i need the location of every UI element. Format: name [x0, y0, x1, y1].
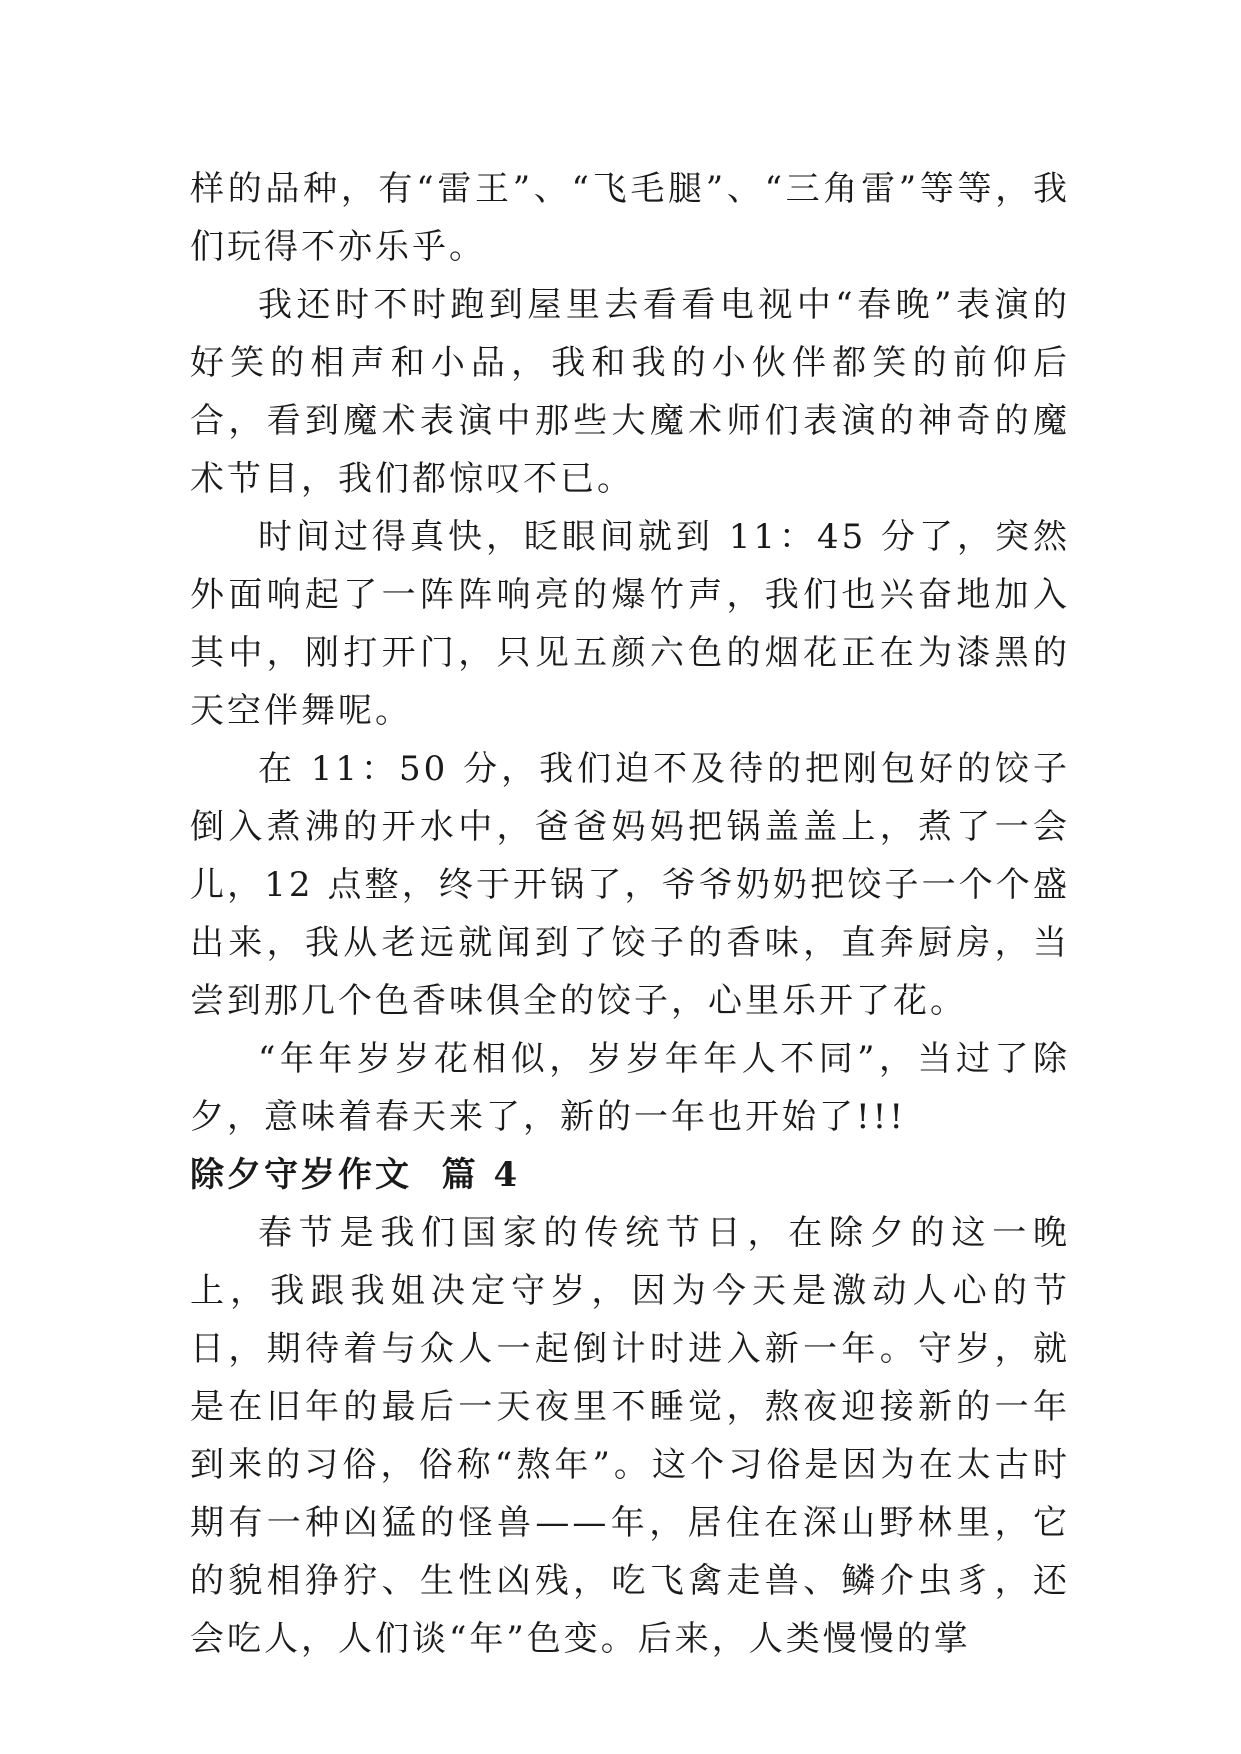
paragraph-3: 时间过得真快，眨眼间就到 11：45 分了，突然外面响起了一阵阵响亮的爆竹声，我们也兴奋地加入其中，刚打开门，只见五颜六色的烟花正在为漆黑的天空伴舞呢。: [190, 517, 1070, 731]
section-heading: 除夕守岁作文 篇 4: [190, 1155, 521, 1195]
paragraph-1: 样的品种，有“雷王”、“飞毛腿”、“三角雷”等等，我们玩得不亦乐乎。: [190, 169, 1070, 267]
paragraph-2: 我还时不时跑到屋里去看看电视中“春晚”表演的好笑的相声和小品，我和我的小伙伴都笑的前仰后合，看到魔术表演中那些大魔术师们表演的神奇的魔术节目，我们都惊叹不已。: [190, 285, 1070, 499]
paragraph-5: “年年岁岁花相似，岁岁年年人不同”，当过了除夕，意味着春天来了，新的一年也开始了!!!: [190, 1039, 1070, 1137]
document-page: [190, 160, 1070, 1668]
paragraph-4: 在 11：50 分，我们迫不及待的把刚包好的饺子倒入煮沸的开水中，爸爸妈妈把锅盖盖上，煮了一会儿，12 点整，终于开锅了，爷爷奶奶把饺子一个个盛出来，我从老远就闻到了饺子的香味，直奔厨房，当尝到那几个色香味俱全的饺子，心里乐开了花。: [190, 749, 1070, 1021]
section-paragraph-1: 春节是我们国家的传统节日，在除夕的这一晚上，我跟我姐决定守岁，因为今天是激动人心的节日，期待着与众人一起倒计时进入新一年。守岁，就是在旧年的最后一天夜里不睡觉，熬夜迎接新的一年到来的习俗，俗称“熬年”。这个习俗是因为在太古时期有一种凶猛的怪兽——年，居住在深山野林里，它的貌相狰狞、生性凶残，吃飞禽走兽、鳞介虫豸，还会吃人，人们谈“年”色变。后来，人类慢慢的掌: [190, 1213, 1070, 1659]
